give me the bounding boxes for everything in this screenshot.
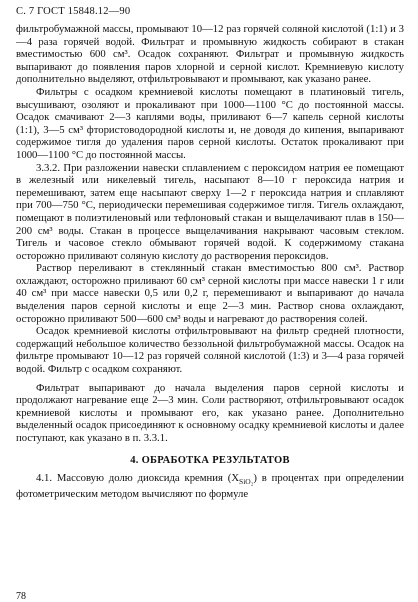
page-number: 78 (16, 591, 26, 602)
paragraph-precipitate-filtering: Осадок кремниевой кислоты отфильтровывают на фильтр средней плотности, содержащий небольшое количество беззольной фильтробумажной массы. Осадок на фильтре промывают 10—12 раз горячей соляной кислотой (1:3) и 3—4 раза горячей водой. Фильтр с осадком сохраняют. (16, 325, 404, 376)
running-head: С. 7 ГОСТ 15848.12—90 (16, 6, 131, 17)
paragraph-4-1-end: ) в процентах при определении фотометрическим методом вычисляют по формуле (16, 471, 405, 501)
section-heading: 4. ОБРАБОТКА РЕЗУЛЬТАТОВ (130, 454, 290, 466)
paragraph-4-1-start: 4.1. Массовую долю диоксида кремния (X (36, 471, 240, 484)
paragraph-solution-transfer: Раствор переливают в стеклянный стакан вместимостью 800 см³. Раствор охлаждают, осторожно приливают 60 см³ серной кислоты при массе навески 1 г или 40 см³ при массе навески 0,5 или 0,2 г, перемешивают и выпаривают до начала выделения паров серной кислоты и еще 2—3 мин. Раствор снова охлаждают, осторожно приливают 500—600 см³ воды и нагревают до растворения солей. (16, 262, 404, 325)
paragraph-continuation: фильтробумажной массы, промывают 10—12 раз горячей соляной кислотой (1:1) и 3—4 раза горячей водой. Фильтрат и промывную жидкость собирают в стакан вместимостью 600 см³. Осадок сохраняют. Фильтрат и промывную жидкость выпаривают до появления паров хлорной и серной кислот. Кремниевую кислоту дополнительно выделяют, отфильтровывают и промывают, как указано ранее. (16, 23, 404, 86)
paragraph-ignition: Фильтры с осадком кремниевой кислоты помещают в платиновый тигель, высушивают, озоляют и прокаливают при 1000—1100 °С до постоянной массы. Осадок смачивают 2—3 каплями воды, приливают 6—7 капель серной кислоты (1:1), 3—5 см³ фтористоводородной кислоты и, не доводя до кипения, выпаривают содержимое тигля до удаления паров серной кислоты. Остаток прокаливают при 1000—1100 °С до постоянной массы. (16, 85, 404, 161)
formula-subscript: SiO₂ (239, 476, 254, 486)
paragraph-3-3-2: 3.3.2. При разложении навески сплавлением с пероксидом натрия ее помещают в железный или никелевый тигель, насыпают 8—10 г пероксида натрия и перемешивают, затем еще насыпают сверху 1—2 г пероксида натрия и сплавляют при 700—750 °С, периодически перемешивая содержимое тигля. Тигель охлаждают, помещают в полиэтиленовый или тефлоновый стакан и выщелачивают плав в 150—200 см³ воды. Стакан в процессе выщелачивания накрывают часовым стеклом. Тигель и часовое стекло обмывают горячей водой. К содержимому стакана осторожно приливают соляную кислоту до растворения пероксидов. (16, 161, 404, 262)
paragraph-4-1 (16, 472, 404, 501)
paragraph-filtrate-evaporation: Фильтрат выпаривают до начала выделения паров серной кислоты и продолжают нагревание еще 2—3 мин. Соли растворяют, отфильтровывают осадок кремниевой кислоты и промывают его, как указано ранее. Дополнительно выделенный осадок присоединяют к основному осадку кремниевой кислоты и далее поступают, как указано в п. 3.3.1. (16, 381, 404, 444)
